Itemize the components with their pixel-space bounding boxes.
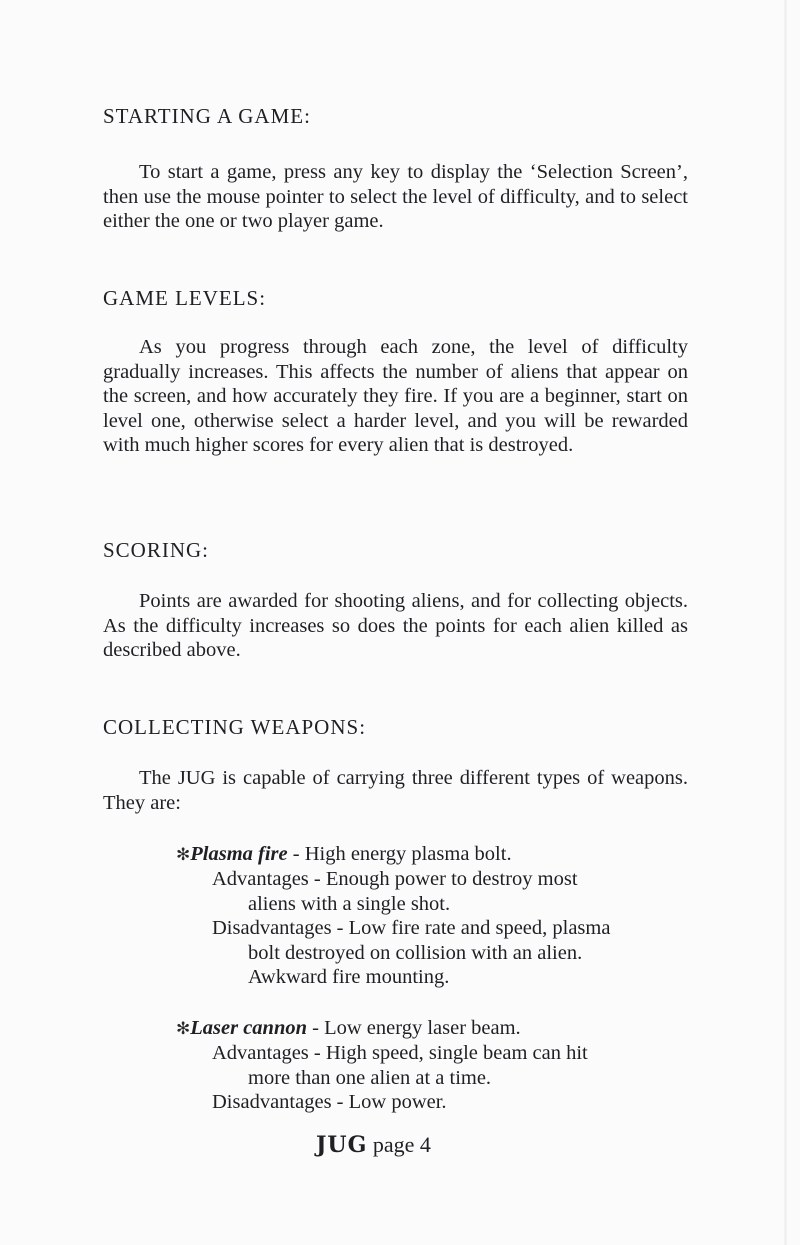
laser-advantages-line-2: more than one alien at a time.	[248, 1067, 492, 1089]
plasma-disadvantages-line-2: bolt destroyed on collision with an alien.	[248, 942, 583, 964]
paragraph-game-levels: As you progress through each zone, the level of difficulty gradually increases. This affects the number of aliens that appear on the screen, and how accurately they fire. If you are a beginner, start on level one, otherwise select a harder level, and you will be rewarded with much higher scores for every alien that is destroyed.	[103, 336, 688, 457]
page-fold	[784, 0, 787, 1245]
paragraph-collecting-weapons: The JUG is capable of carrying three different types of weapons. They are:	[103, 767, 688, 814]
heading-game-levels: GAME LEVELS:	[103, 286, 267, 310]
plasma-disadvantages-line-1: Disadvantages - Low fire rate and speed, plasma	[212, 917, 611, 939]
laser-advantages-line-1: Advantages - High speed, single beam can hit	[212, 1042, 588, 1064]
weapon-name: Plasma fire	[190, 843, 288, 865]
plasma-advantages-line-1: Advantages - Enough power to destroy most	[212, 868, 578, 890]
heading-scoring: SCORING:	[103, 538, 210, 562]
weapon-plasma-fire	[176, 842, 512, 868]
weapon-description: - Low energy laser beam.	[307, 1017, 521, 1039]
laser-disadvantages-line-1: Disadvantages - Low power.	[212, 1091, 447, 1113]
asterisk-bullet-icon: ✻	[176, 845, 191, 864]
plasma-disadvantages-line-3: Awkward fire mounting.	[248, 966, 450, 988]
weapon-name: Laser cannon	[190, 1017, 308, 1039]
paragraph-scoring: Points are awarded for shooting aliens, and for collecting objects. As the difficulty increases so does the points for each alien killed as described above.	[103, 590, 688, 662]
plasma-advantages-line-2: aliens with a single shot.	[248, 893, 451, 915]
heading-collecting-weapons: COLLECTING WEAPONS:	[103, 715, 367, 739]
jug-logo: JUG	[316, 1132, 368, 1158]
asterisk-bullet-icon: ✻	[176, 1019, 191, 1038]
page-number: page 4	[372, 1132, 431, 1157]
heading-starting-a-game: STARTING A GAME:	[103, 104, 311, 128]
weapon-laser-cannon	[176, 1016, 521, 1042]
page-footer	[316, 1132, 431, 1158]
weapon-description: - High energy plasma bolt.	[287, 843, 512, 865]
paragraph-starting-a-game: To start a game, press any key to display the ‘Selection Screen’, then use the mouse pointer to select the level of difficulty, and to select either the one or two player game.	[103, 161, 688, 233]
